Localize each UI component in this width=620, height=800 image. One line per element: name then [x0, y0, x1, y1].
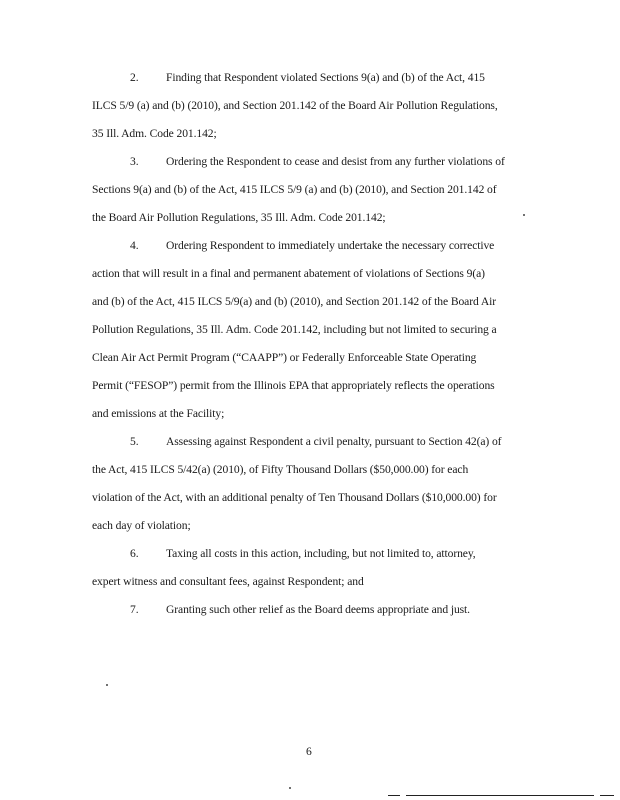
item-text-line: Permit (“FESOP”) permit from the Illinois EPA that appropriately reflects the operations [92, 379, 495, 392]
item-lead-line: Taxing all costs in this action, including, but not limited to, attorney, [166, 547, 476, 560]
item-number: 5. [130, 435, 139, 448]
scan-speck [523, 214, 525, 216]
item-text-line: each day of violation; [92, 519, 191, 532]
item-lead-line: Ordering Respondent to immediately undertake the necessary corrective [166, 239, 495, 252]
item-text-line: and emissions at the Facility; [92, 407, 225, 420]
item-text-line: Clean Air Act Permit Program (“CAAPP”) or Federally Enforceable State Operating [92, 351, 477, 364]
item-text-line: ILCS 5/9 (a) and (b) (2010), and Section 201.142 of the Board Air Pollution Regulations, [92, 99, 498, 112]
item-text-line: and (b) of the Act, 415 ILCS 5/9(a) and (b) (2010), and Section 201.142 of the Board Air [92, 295, 496, 308]
scan-speck [289, 787, 291, 789]
item-text-line: Sections 9(a) and (b) of the Act, 415 ILCS 5/9 (a) and (b) (2010), and Section 201.142 of [92, 183, 497, 196]
item-number: 3. [130, 155, 139, 168]
item-number: 6. [130, 547, 139, 560]
item-lead-line: Finding that Respondent violated Sections 9(a) and (b) of the Act, 415 [166, 71, 485, 84]
item-number: 2. [130, 71, 139, 84]
item-text-line: Pollution Regulations, 35 Ill. Adm. Code 201.142, including but not limited to securing a [92, 323, 497, 336]
item-number: 4. [130, 239, 139, 252]
item-lead-line: Ordering the Respondent to cease and desist from any further violations of [166, 155, 505, 168]
page-number: 6 [306, 745, 312, 758]
item-text-line: the Act, 415 ILCS 5/42(a) (2010), of Fifty Thousand Dollars ($50,000.00) for each [92, 463, 469, 476]
item-text-line: action that will result in a final and permanent abatement of violations of Sections 9(a) [92, 267, 485, 280]
scan-speck [106, 684, 108, 686]
item-text-line: violation of the Act, with an additional penalty of Ten Thousand Dollars ($10,000.00) for [92, 491, 497, 504]
bottom-rule [406, 795, 594, 796]
item-text-line: 35 Ill. Adm. Code 201.142; [92, 127, 217, 140]
bottom-rule [388, 795, 400, 796]
item-lead-line: Assessing against Respondent a civil penalty, pursuant to Section 42(a) of [166, 435, 502, 448]
item-text-line: expert witness and consultant fees, against Respondent; and [92, 575, 364, 588]
item-lead-line: Granting such other relief as the Board deems appropriate and just. [166, 603, 470, 616]
bottom-rule [600, 795, 614, 796]
item-number: 7. [130, 603, 139, 616]
item-text-line: the Board Air Pollution Regulations, 35 Ill. Adm. Code 201.142; [92, 211, 386, 224]
